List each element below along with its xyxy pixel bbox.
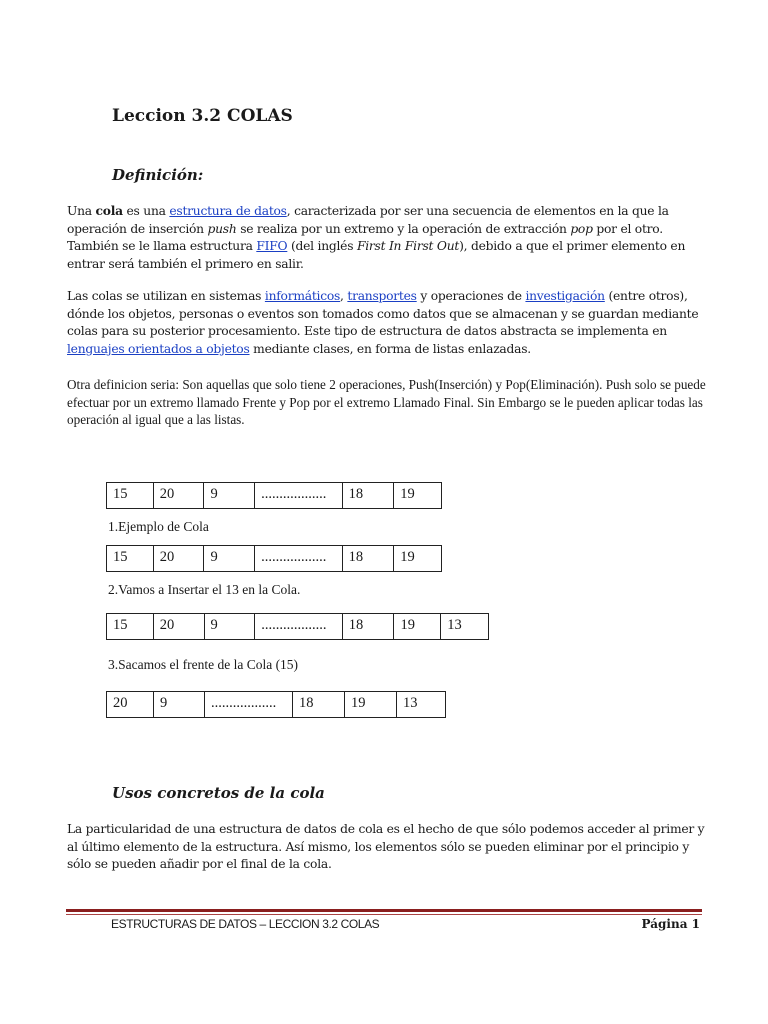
text-run: (entre otros), dónde los objetos, personas o eventos son tomados como datos que se almacenan y se guardan mediante colas para su posterior procesamiento. Este tipo de estructura de datos abstracta se implementa en — [67, 289, 699, 338]
footer-rule-thin — [66, 914, 702, 915]
page-title: Leccion 3.2 COLAS — [112, 106, 293, 126]
text-run: Una — [67, 204, 96, 218]
text-run: se realiza por un extremo y la operación de extracción — [236, 221, 571, 236]
queue-cell: 9 — [204, 483, 255, 508]
queue-cell: 19 — [400, 549, 415, 565]
footer-page-number: Página 1 — [641, 917, 700, 931]
link-investigacion[interactable]: investigación — [525, 289, 605, 303]
queue-cell: 18 — [343, 483, 395, 508]
text-run: , — [340, 289, 348, 303]
link-estructura-de-datos[interactable]: estructura de datos — [169, 204, 287, 218]
queue-row-1 — [106, 482, 442, 509]
term-push: push — [207, 221, 237, 236]
text-run: , caracterizada por ser una secuencia de elementos en la que la operación de inserción — [67, 204, 669, 236]
usos-paragraph: La particularidad de una estructura de datos de cola es el hecho de que sólo podemos acceder al primer y al último elemento de la estructura. Así mismo, los elementos sólo se pueden eliminar por el principio y sólo se pueden añadir por el final de la cola. — [67, 822, 705, 871]
queue-cell: .................. — [255, 483, 342, 508]
queue-cell: 20 — [107, 692, 154, 717]
link-fifo[interactable]: FIFO — [256, 239, 288, 253]
term-pop: pop — [570, 221, 593, 236]
queue-cell: .................. — [255, 614, 343, 639]
term-cola: cola — [95, 203, 123, 218]
queue-cell: 15 — [107, 483, 154, 508]
queue-row-3 — [106, 613, 489, 640]
queue-cell: 18 — [343, 546, 395, 571]
queue-cell: 20 — [154, 483, 205, 508]
text-run: ), debido a que el primer elemento en entrar será también el primero en salir. — [67, 239, 686, 271]
link-lenguajes-orientados-a-objetos[interactable]: lenguajes orientados a objetos — [67, 341, 250, 356]
queue-cell: 9 — [204, 546, 255, 571]
footer-rule — [66, 909, 702, 912]
queue-cell: 15 — [107, 546, 154, 571]
text-run: (del inglés — [287, 239, 357, 253]
queue-cell: .................. — [255, 546, 342, 571]
text-run: mediante clases, en forma de listas enlazadas. — [249, 341, 531, 356]
queue-cell: .................. — [205, 692, 293, 717]
queue-cell: 18 — [293, 692, 345, 717]
text-run: y operaciones de — [416, 289, 526, 303]
queue-cell: 20 — [154, 614, 205, 639]
queue-caption-1: 1.Ejemplo de Cola — [108, 519, 209, 534]
queue-cell: 13 — [403, 695, 418, 711]
queue-cell: 13 — [447, 617, 462, 633]
queue-cell: 9 — [154, 692, 205, 717]
queue-cell: 19 — [400, 486, 415, 502]
definicion-heading: Definición: — [112, 166, 204, 184]
queue-cell: 18 — [343, 614, 395, 639]
queue-caption-2: 2.Vamos a Insertar el 13 en la Cola. — [108, 582, 301, 597]
queue-cell: 9 — [205, 614, 256, 639]
usos-heading: Usos concretos de la cola — [112, 784, 325, 802]
queue-cell: 15 — [107, 614, 154, 639]
footer-document-title: ESTRUCTURAS DE DATOS – LECCION 3.2 COLAS — [111, 917, 380, 931]
queue-cell: 20 — [154, 546, 205, 571]
definition-paragraph — [67, 202, 707, 273]
queue-row-2 — [106, 545, 442, 572]
link-transportes[interactable]: transportes — [347, 289, 417, 303]
queue-row-4 — [106, 691, 446, 718]
text-run: Las colas se utilizan en sistemas — [67, 289, 265, 303]
usage-paragraph — [67, 288, 707, 358]
queue-caption-3: 3.Sacamos el frente de la Cola (15) — [108, 657, 299, 672]
alt-definition-paragraph: Otra definicion seria: Son aquellas que solo tiene 2 operaciones, Push(Inserción) y Pop(Eliminación). Push solo se puede efectuar por un extremo llamado Frente y Pop por el extremo Llamado Final. Sin Embargo se le pueden aplicar todas las operación al igual que a las listas. — [67, 377, 706, 427]
link-informaticos[interactable]: informáticos — [264, 289, 341, 303]
text-run: por el otro. También se le llama estructura — [67, 221, 663, 253]
queue-cell: 19 — [394, 614, 441, 639]
term-first-in-first-out: First In First Out — [356, 239, 460, 253]
queue-cell: 19 — [345, 692, 397, 717]
text-run: es una — [122, 204, 170, 218]
